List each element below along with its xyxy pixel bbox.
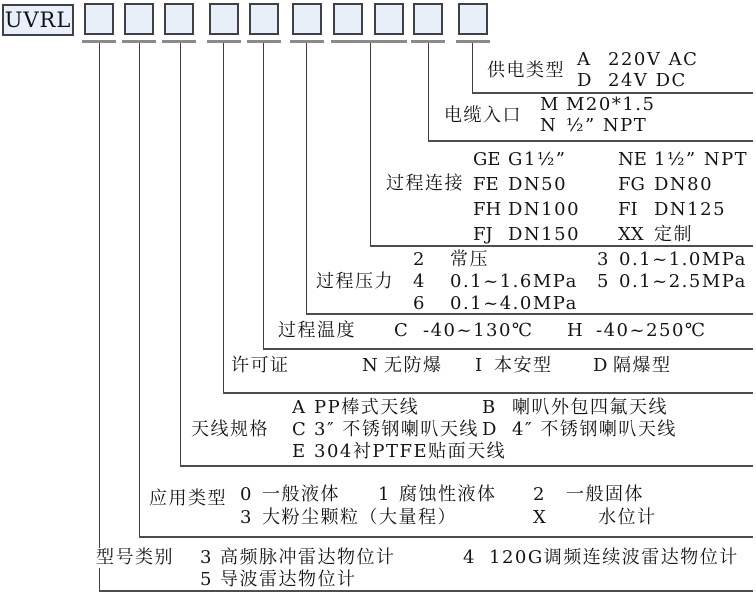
- option-desc-process-pressure-5: 0.1~2.5MPa: [619, 271, 747, 292]
- connector-line-process-pressure: [306, 43, 307, 313]
- option-code-process-connection-XX: XX: [618, 224, 644, 245]
- box-shadow-bar-9: [456, 40, 490, 43]
- model-prefix-text: UVRL: [4, 8, 72, 32]
- option-code-cable-entry-N: N: [540, 115, 556, 136]
- code-box-3: [164, 3, 194, 35]
- option-desc-power-supply-A: 220V AC: [608, 49, 699, 70]
- option-desc-model-category-4: 120G调频连续波雷达物位计: [489, 547, 739, 568]
- option-desc-application-type-3: 大粉尘颗粒（大量程）: [262, 507, 457, 528]
- option-code-certification-D: D: [593, 355, 608, 376]
- code-box-8: [374, 3, 404, 35]
- connector-line-process-connection: [370, 43, 371, 245]
- box-shadow-bar-3: [162, 40, 196, 43]
- option-desc-antenna-spec-A: PP棒式天线: [314, 397, 420, 418]
- code-box-4: [209, 3, 239, 35]
- option-code-certification-I: I: [475, 355, 483, 376]
- option-desc-certification-D: 隔爆型: [613, 355, 672, 376]
- option-code-antenna-spec-E: E: [292, 441, 306, 462]
- option-code-power-supply-D: D: [577, 70, 592, 91]
- code-box-9: [413, 3, 443, 35]
- option-desc-antenna-spec-E: 304衬PTFE贴面天线: [314, 441, 507, 462]
- option-desc-process-connection-GE: G1½”: [508, 149, 567, 170]
- connector-line-cable-entry: [428, 43, 429, 140]
- option-code-power-supply-A: A: [577, 49, 590, 70]
- option-code-process-pressure-5: 5: [597, 271, 609, 292]
- option-desc-antenna-spec-C: 3″ 不锈钢喇叭天线: [314, 419, 479, 440]
- option-code-model-category-5: 5: [200, 569, 212, 590]
- option-desc-antenna-spec-B: 喇叭外包四氟天线: [512, 397, 668, 418]
- option-code-process-temperature-H: H: [567, 320, 583, 341]
- option-desc-power-supply-D: 24V DC: [608, 70, 687, 91]
- option-code-process-pressure-6: 6: [413, 293, 425, 314]
- row-label-application-type: 应用类型: [149, 488, 227, 509]
- connector-line-power-supply: [472, 43, 473, 92]
- row-label-antenna-spec: 天线规格: [191, 419, 269, 440]
- code-box-6: [292, 3, 322, 35]
- option-code-process-pressure-2: 2: [413, 249, 425, 270]
- option-code-antenna-spec-C: C: [292, 419, 306, 440]
- connector-line-process-temperature: [263, 43, 264, 348]
- box-shadow-bar-6: [290, 40, 324, 43]
- row-rule-application-type: [139, 536, 753, 538]
- code-box-2: [124, 3, 154, 35]
- connector-line-application-type: [139, 43, 140, 536]
- connector-line-certification: [223, 43, 224, 392]
- option-code-application-type-X: X: [533, 507, 546, 528]
- option-code-model-category-3: 3: [200, 547, 212, 568]
- option-desc-application-type-2: 一般固体: [566, 484, 644, 505]
- row-label-model-category: 型号类别: [96, 547, 174, 568]
- option-desc-cable-entry-N: ½” NPT: [566, 115, 648, 136]
- option-desc-model-category-3: 高频脉冲雷达物位计: [220, 547, 396, 568]
- row-rule-certification: [223, 392, 753, 394]
- option-desc-application-type-1: 腐蚀性液体: [399, 484, 497, 505]
- option-code-cable-entry-M: M: [540, 94, 559, 115]
- option-desc-process-connection-FH: DN100: [508, 199, 581, 220]
- option-desc-process-temperature-C: -40~130℃: [423, 320, 534, 341]
- row-label-power-supply: 供电类型: [487, 60, 565, 81]
- option-desc-certification-I: 本安型: [494, 355, 553, 376]
- option-desc-process-pressure-2: 常压: [450, 249, 489, 270]
- option-code-antenna-spec-D: D: [482, 419, 497, 440]
- option-code-certification-N: N: [362, 355, 378, 376]
- option-code-process-connection-NE: NE: [618, 149, 647, 170]
- option-code-process-connection-FE: FE: [473, 174, 499, 195]
- row-rule-process-temperature: [263, 348, 753, 350]
- option-code-antenna-spec-A: A: [292, 397, 305, 418]
- option-desc-process-pressure-4: 0.1~1.6MPa: [450, 271, 578, 292]
- option-desc-process-connection-NE: 1½” NPT: [654, 149, 749, 170]
- option-desc-process-connection-FG: DN80: [654, 174, 714, 195]
- option-code-application-type-3: 3: [240, 507, 252, 528]
- connector-line-antenna-spec: [180, 43, 181, 465]
- code-box-5: [249, 3, 279, 35]
- option-code-process-connection-FG: FG: [618, 174, 645, 195]
- option-code-process-pressure-4: 4: [413, 271, 425, 292]
- option-code-antenna-spec-B: B: [482, 397, 496, 418]
- row-label-process-pressure: 过程压力: [316, 271, 394, 292]
- option-desc-antenna-spec-D: 4″ 不锈钢喇叭天线: [512, 419, 677, 440]
- option-desc-process-connection-XX: 定制: [654, 224, 693, 245]
- option-code-application-type-1: 1: [378, 484, 390, 505]
- option-desc-application-type-0: 一般液体: [262, 484, 340, 505]
- option-code-process-pressure-3: 3: [597, 249, 609, 270]
- option-desc-application-type-X: 水位计: [598, 507, 657, 528]
- option-desc-process-temperature-H: -40~250℃: [596, 320, 707, 341]
- option-code-process-connection-GE: GE: [473, 149, 501, 170]
- option-code-application-type-0: 0: [240, 484, 252, 505]
- option-code-process-connection-FJ: FJ: [473, 224, 493, 245]
- box-shadow-bar-4: [207, 40, 241, 43]
- option-desc-model-category-5: 导波雷达物位计: [220, 569, 357, 590]
- option-code-process-connection-FH: FH: [473, 199, 502, 220]
- row-rule-cable-entry: [428, 140, 753, 142]
- option-code-process-connection-FI: FI: [618, 199, 638, 220]
- code-box-10: [458, 3, 488, 35]
- option-desc-process-connection-FE: DN50: [508, 174, 568, 195]
- row-rule-process-connection: [370, 245, 753, 247]
- connector-line-model-category: [99, 43, 100, 590]
- option-code-process-temperature-C: C: [394, 320, 408, 341]
- model-prefix-box: [2, 4, 74, 36]
- option-desc-cable-entry-M: M20*1.5: [566, 94, 656, 115]
- row-label-process-temperature: 过程温度: [278, 320, 356, 341]
- row-label-cable-entry: 电缆入口: [444, 105, 522, 126]
- row-rule-model-category: [99, 590, 753, 592]
- row-label-certification: 许可证: [231, 355, 290, 376]
- option-desc-process-pressure-6: 0.1~4.0MPa: [450, 293, 578, 314]
- box-shadow-bar-5: [247, 40, 281, 43]
- code-box-7: [333, 3, 363, 35]
- option-desc-process-connection-FI: DN125: [654, 199, 727, 220]
- code-box-1: [84, 3, 114, 35]
- option-code-application-type-2: 2: [533, 484, 545, 505]
- option-desc-process-pressure-3: 0.1~1.0MPa: [619, 249, 747, 270]
- option-desc-certification-N: 无防爆: [384, 355, 443, 376]
- option-code-model-category-4: 4: [463, 547, 475, 568]
- box-shadow-bar-7: [331, 40, 407, 43]
- row-label-process-connection: 过程连接: [386, 173, 464, 194]
- row-rule-antenna-spec: [180, 465, 753, 467]
- option-desc-process-connection-FJ: DN150: [508, 224, 581, 245]
